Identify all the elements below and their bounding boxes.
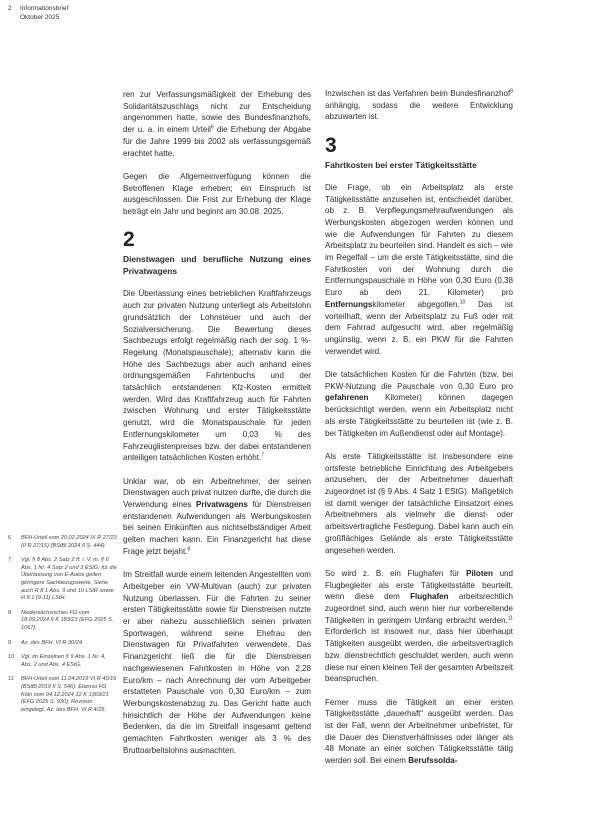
footnote-ref[interactable]: 7 [261, 452, 265, 459]
paragraph: ren zur Verfassungsmäßigkeit der Erhebung des Solidaritätszuschlags nicht zur Entscheidung angenommen hatte, sowie des Bundesfinanzhofs, der u. a. in einem Urteil$^6$ die Erhebung der Abgabe für die Jahre 1999 bis 2002 als verfassungsgemäß erachtet hatte. [123, 90, 311, 158]
paragraph: Inzwischen ist das Verfahren beim Bundesfinanzhof$^9$ anhängig, sodass die weitere Entwicklung abzuwarten ist. [325, 88, 513, 122]
footnotes [8, 535, 118, 721]
newsletter-title: Informationsbrief [20, 5, 69, 12]
paragraph: Die tatsächlichen Kosten für die Fahrten (bzw. bei PKW-Nutzung die Pauschale von 0,30 Euro pro gefahrenen Kilometer) können dagegen berücksichtigt werden, wenn ein Arbeitsplatz nicht als erste Tätigkeitsstätte zu beurteilen ist (wie z. B. bei Tätigkeiten im Außendienst oder auf Montage). [325, 370, 513, 438]
paragraph: Als erste Tätigkeitsstätte ist insbesondere eine ortsfeste betriebliche Einrichtung des Arbeitgebers anzusehen, der der Arbeitnehmer dauerhaft zugeordnet ist (§ 9 Abs. 4 Satz 1 EStG). Maßgeblich ist damit weniger der tatsächliche Einsatzort eines Arbeitnehmers als vielmehr die dienst- oder arbeitsvertragliche Festlegung. Dabei kann auch ein großflächiges Gelände als erste Tätigkeitsstätte angesehen werden. [325, 451, 513, 555]
section-heading: Fahrtkosten bei erster Tätigkeitsstätte [325, 159, 477, 170]
paragraph: Unklar war, ob ein Arbeitnehmer, der seinen Dienstwagen auch privat nutzen durfte, die durch die Verwendung eines Privatwagens für Dienstreisen entstandenen Aufwendungen als Werbungskosten bei seinen Einkünften aus nichtselbständiger Arbeit gelten machen kann. Ein Finanzgericht hat diese Frage jetzt bejaht.$^8$ [123, 476, 311, 556]
paragraph: Gegen die Allgemeinverfügung können die Betroffenen Klage erheben; ein Einspruch ist ausgeschlossen. Die Frist zur Erhebung der Klage beträgt ein Jahr und beginnt am 30.08. 2025. [123, 171, 311, 217]
left-column [123, 89, 311, 768]
section-number: 2 [123, 228, 135, 252]
paragraph: Die Überlassung eines betrieblichen Kraftfahrzeugs auch zur privaten Nutzung unterliegt als Arbeitslohn grundsätzlich der Lohnsteuer und auch der Sozialversicherung. Die Bewertung dieses Sachbezugs erfolgt regelmäßig nach der sog. 1 %-Regelung (Monatspauschale); alternativ kann die Höhe des Sachbezugs aber auch anhand eines ordnungsgemäßen Fahrtenbuchs und der tatsächlich entstandenen Kfz-Kosten ermittelt werden. Wird das Kraftfahrzeug auch für Fahrten zwischen Wohnung und erster Tätigkeitsstätte genutzt, wird die Monatspauschale für jeden Entfernungskilometer um 0,03 % des Fahrzeuglistenpreises bzw. der dabei entstandenen anteiligen tatsächlichen Kosten erhöht.$^7$ [123, 289, 311, 463]
paragraph: Ferner muss die Tätigkeit an einer ersten Tätigkeitsstätte „dauerhaft“ ausgeübt werden. Das ist der Fall, wenn der Arbeitnehmer unbefristet, für die Dauer des Dienstverhältnisses oder länger als 48 Monate an einer solchen Tätigkeitsstätte tätig werden soll. Bei einem Berufssolda- [325, 697, 513, 766]
footnote: 7 Vgl. § 8 Abs. 2 Satz 2 ff. i. V. m. § 6 Abs. 1 Nr. 4 Satz 2 und 3 EStG; für die Überlassung von E-Autos gelten geringere Sachbezugswerte. Siehe auch R 8.1 Abs. 9 und 10 LStR sowie H 8.1 (9-11) LStH. [8, 557, 117, 602]
footnote: 6 BFH-Urteil vom 20.02.2024 IX R 27/23 (II R 27/15) (BStBl 2024 II S. 444). [8, 535, 117, 549]
footnote-ref[interactable]: 9 [510, 88, 513, 95]
footnote: 8 Niedersächsisches FG vom 18.09.2024 9 K 183/23 (EFG 2025 S. 1067). [8, 609, 114, 631]
section-heading: Dienstwagen und berufliche Nutzung eines Privatwagens [123, 254, 311, 277]
footnote-ref[interactable]: 6 [210, 124, 214, 131]
footnote: 9 Az. des BFH: VI R 30/24. [8, 639, 84, 646]
footnote-ref[interactable]: 10 [459, 299, 466, 306]
paragraph: So wird z. B. ein Flughafen für Piloten und Flugbegleiter als erste Tätigkeitsstätte beurteilt, wenn diese dem Flughafen arbeitsrechtlich zugeordnet sind, auch wenn hier nur vorbereitende Tätigkeiten in geringem Umfang erbracht werden.$^{11}$ Erforderlich ist insoweit nur, dass hier überhaupt Tätigkeiten ausgeübt werden, die arbeitsvertraglich bzw. dienstrechtlich geschuldet werden, auch wenn diese nur einen kleinen Teil der gesamten Arbeitszeit beanspruchen. [325, 568, 514, 684]
issue-date: Oktober 2025 [20, 13, 60, 21]
footnote-ref[interactable]: 11 [507, 615, 513, 622]
footnote: 10 Vgl. im Einzelnen § 9 Abs. 1 Nr. 4, Abs. 2 und Abs. 4 EStG. [8, 654, 106, 668]
page-header [8, 5, 68, 22]
right-column [325, 89, 513, 779]
footnote-ref[interactable]: 8 [187, 546, 191, 553]
paragraph: Im Streitfall wurde einem leitenden Angestellten vom Arbeitgeber ein VW-Multivan (auch) zur privaten Nutzung überlassen. Für die Fahrten zu seiner ersten Tätigkeitsstätte sowie für Dienstreisen nutzte er aber nahezu ausschließlich seinen privaten Sportwagen, während seine Ehefrau den Dienstwagen für Privatfahrten verwendete. Das Finanzgericht ließ die für die Dienstreisen nachgewiesenen Fahrtkosten in Höhe von 2,28 Euro/km – nach Anrechnung der vom Arbeitgeber erstatteten Pauschale von 0,30 Euro/km – zum Werbungskostenabzug zu. Das Gericht hatte auch hinsichtlich der Höhe der Aufwendungen keine Bedenken, da die im Streitfall insgesamt geltend gemachten Fahrtkosten weniger als 3 % des Bruttoarbeitslohns ausmachten. [123, 570, 311, 755]
paragraph: Die Frage, ob ein Arbeitsplatz als erste Tätigkeitsstätte anzusehen ist, entscheidet darüber, ob z. B. Verpflegungsmehraufwendungen als Werbungskosten abgezogen werden können und wie die Aufwendungen für Fahrten zu diesem Arbeitsplatz zu beurteilen sind. Handelt es sich – wie im Regelfall – um die erste Tätigkeitsstätte, sind die Fahrtkosten von der Wohnung durch die Entfernungspauschale in Höhe von 0,30 Euro (0,38 Euro ab dem 21. Kilometer) pro Entfernungskilometer abgegolten.$^{10}$ Das ist vorteilhaft, wenn der Arbeitsplatz zu Fuß oder mit dem Fahrrad aufgesucht wird, aber regelmäßig ungünstig, wenn z. B. ein PKW für die Fahrten verwendet wird. [325, 182, 513, 356]
page-number: 2 [8, 5, 12, 12]
footnote: 11 BFH-Urteil vom 11.04.2019 VI R 40/16 (BStBl 2019 II S. 546). Ebenso FG Köln vom 04.12.2024 12 K 1369/21 (EFG 2025 S. 930); Revision eingelegt, Az. des BFH: VI R 4/25. [8, 676, 117, 713]
section-number: 3 [325, 133, 337, 157]
